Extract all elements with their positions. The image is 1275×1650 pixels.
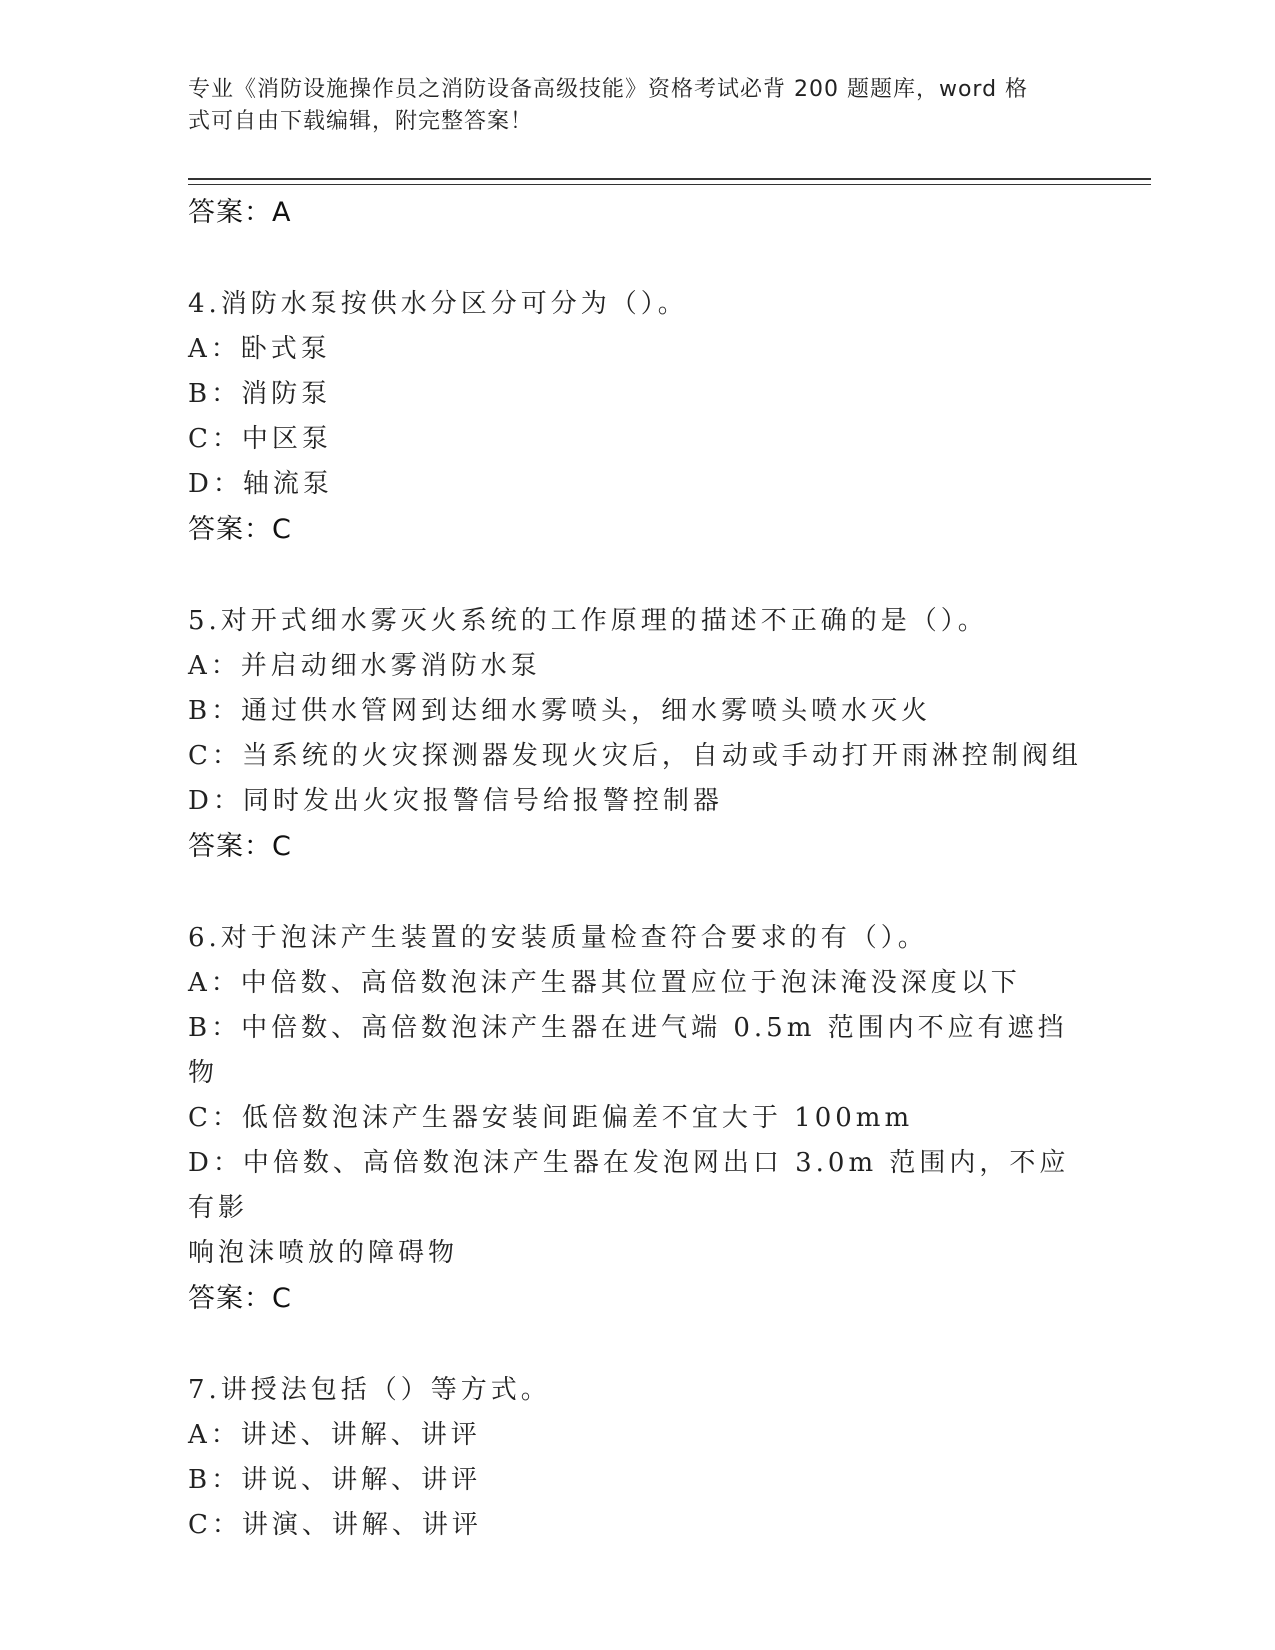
option-d: D：轴流泵 bbox=[188, 469, 333, 499]
header-line-2: 式可自由下载编辑，附完整答案！ bbox=[188, 109, 534, 134]
question-block bbox=[188, 916, 1088, 1321]
option-a: A：讲述、讲解、讲评 bbox=[188, 1420, 481, 1450]
question-stem: 6.对于泡沫产生装置的安装质量检查符合要求的有（）。 bbox=[188, 923, 928, 953]
option-a: A：卧式泵 bbox=[188, 334, 331, 364]
question-block bbox=[188, 1368, 1088, 1548]
question-stem: 7.讲授法包括（）等方式。 bbox=[188, 1375, 551, 1405]
header-line-1: 专业《消防设施操作员之消防设备高级技能》资格考试必背 200 题题库，word 格 bbox=[188, 77, 1029, 102]
question-stem: 4.消防水泵按供水分区分可分为（）。 bbox=[188, 289, 688, 319]
option-a: A：并启动细水雾消防水泵 bbox=[188, 651, 541, 681]
option-b: B：通过供水管网到达细水雾喷头，细水雾喷头喷水灭火 bbox=[188, 696, 932, 726]
option-b: B：讲说、讲解、讲评 bbox=[188, 1465, 482, 1495]
question-stem: 5.对开式细水雾灭火系统的工作原理的描述不正确的是（）。 bbox=[188, 606, 988, 636]
answer-line: 答案：C bbox=[188, 514, 292, 545]
option-b: B：中倍数、高倍数泡沫产生器在进气端 0.5m 范围内不应有遮挡物 bbox=[188, 1013, 1068, 1088]
option-c: C：讲演、讲解、讲评 bbox=[188, 1510, 482, 1540]
option-c: C：当系统的火灾探测器发现火灾后，自动或手动打开雨淋控制阀组 bbox=[188, 741, 1082, 771]
option-d: D：同时发出火灾报警信号给报警控制器 bbox=[188, 786, 723, 816]
header-divider-thick bbox=[188, 178, 1151, 180]
option-c: C：中区泵 bbox=[188, 424, 332, 454]
question-block bbox=[188, 599, 1088, 869]
header-divider-thin bbox=[188, 184, 1151, 185]
option-a: A：中倍数、高倍数泡沫产生器其位置应位于泡沫淹没深度以下 bbox=[188, 968, 1021, 998]
option-c: C：低倍数泡沫产生器安装间距偏差不宜大于 100mm bbox=[188, 1103, 914, 1133]
document-body bbox=[188, 190, 1088, 1548]
option-b: B：消防泵 bbox=[188, 379, 332, 409]
question-block bbox=[188, 282, 1088, 552]
answer-line: 答案：C bbox=[188, 831, 292, 862]
answer-line: 答案：C bbox=[188, 1283, 292, 1314]
option-d-continued: 响泡沫喷放的障碍物 bbox=[188, 1238, 459, 1268]
document-header bbox=[188, 74, 1088, 138]
option-d: D：中倍数、高倍数泡沫产生器在发泡网出口 3.0m 范围内，不应有影 bbox=[188, 1148, 1070, 1223]
answer-line: 答案：A bbox=[188, 197, 292, 228]
